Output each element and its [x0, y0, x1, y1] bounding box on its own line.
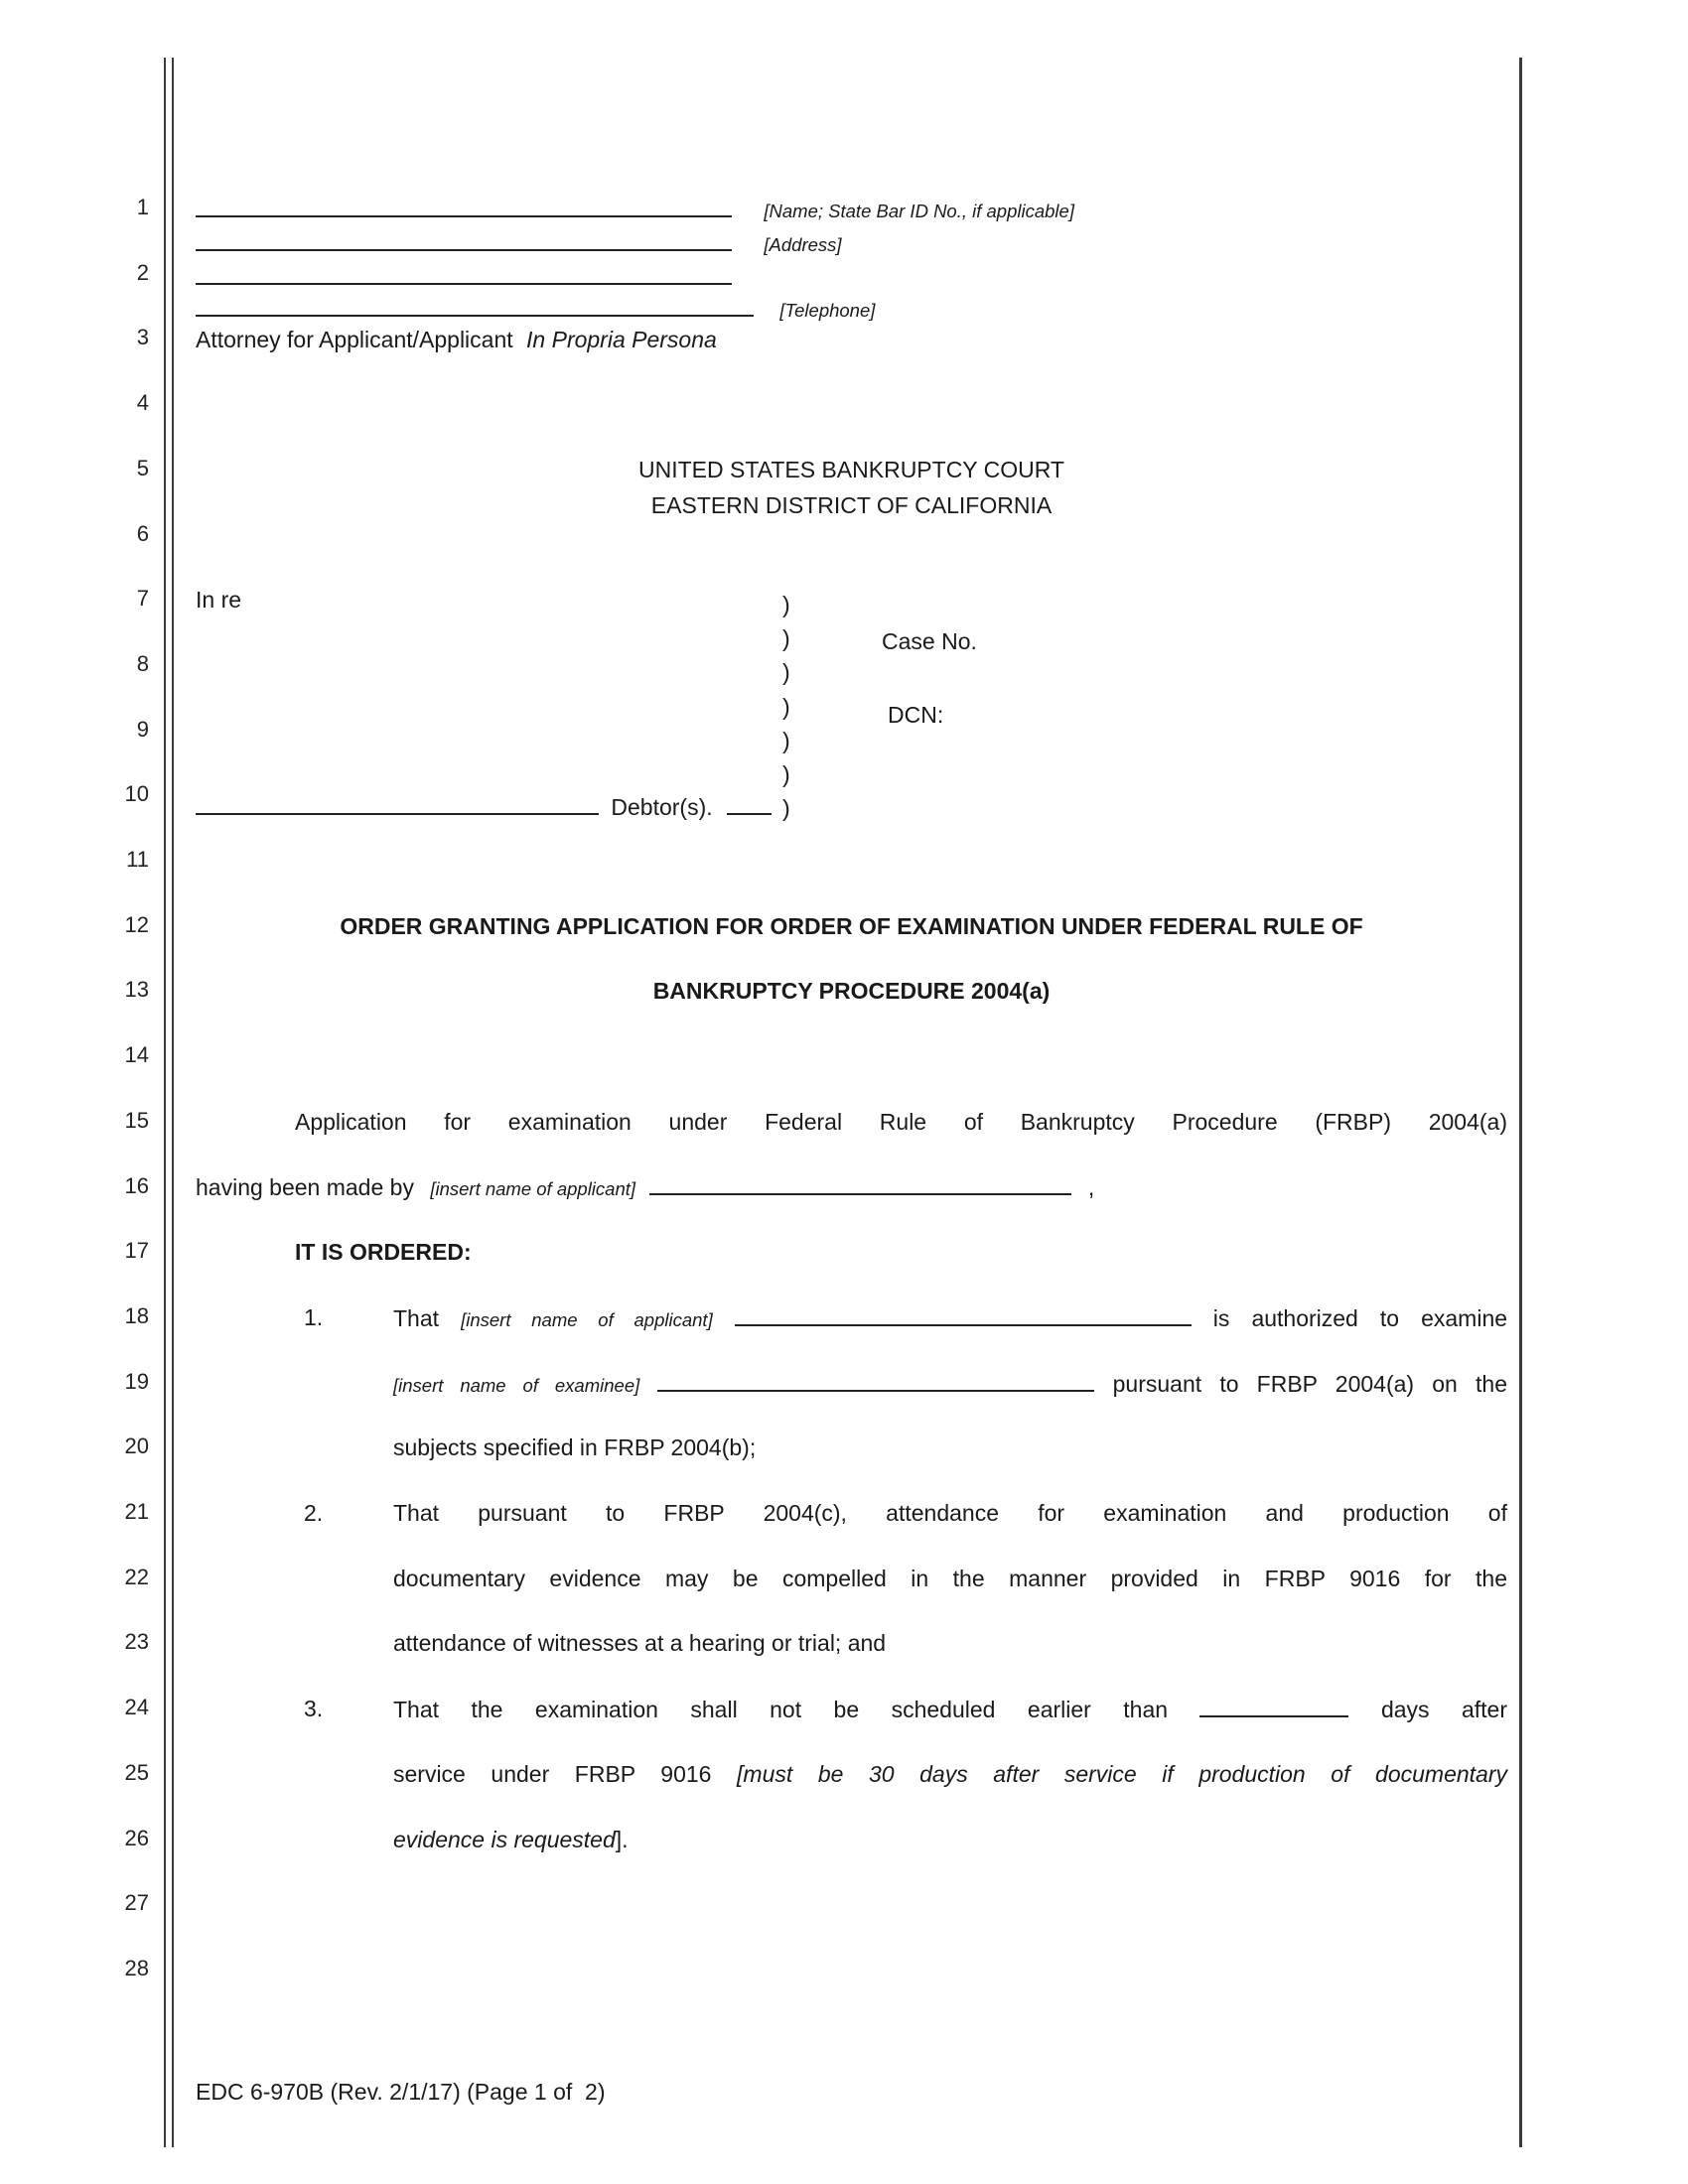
item1-line3: subjects specified in FRBP 2004(b); — [393, 1434, 757, 1460]
attorney-name-row — [196, 195, 1074, 224]
attorney-for-text: Attorney for Applicant/Applicant — [196, 327, 513, 352]
item1-applicant-blank — [735, 1303, 1192, 1326]
para1-line2 — [196, 1172, 1094, 1202]
item3-italic-note-end: evidence is requested — [393, 1827, 616, 1852]
line-number: 1 — [136, 195, 149, 219]
debtor-row — [196, 792, 772, 822]
line-number: 22 — [124, 1564, 149, 1589]
line-number: 23 — [124, 1629, 149, 1655]
line-number: 13 — [124, 977, 149, 1003]
item2-number: 2. — [304, 1500, 324, 1526]
item3-days-after: days after — [1380, 1697, 1507, 1722]
in-propria-persona-text: In Propria Persona — [526, 327, 717, 352]
attorney-address2-blank — [196, 262, 732, 285]
item3-prefix: That the examination shall not be scheduled earlier than — [393, 1697, 1169, 1722]
line-number: 2 — [136, 259, 149, 285]
item2-line2: documentary evidence may be compelled in the manner provided in FRBP 9016 for the — [393, 1566, 1507, 1591]
line-number: 26 — [124, 1825, 149, 1850]
item1-line1 — [393, 1303, 1507, 1333]
item1-examinee-blank — [657, 1369, 1094, 1392]
caption-paren: ) — [782, 761, 790, 787]
right-margin-rule — [1519, 58, 1522, 2147]
item3-days-blank — [1199, 1695, 1348, 1717]
item2-line1: That pursuant to FRBP 2004(c), attendance for examination and production of — [393, 1500, 1507, 1526]
item3-line3 — [393, 1826, 629, 1854]
line-number: 10 — [124, 781, 149, 807]
line-number: 6 — [136, 520, 149, 546]
caption-paren: ) — [782, 795, 790, 822]
applicant-name-blank — [649, 1172, 1071, 1195]
attorney-for-row — [196, 326, 717, 354]
para1-prefix: having been made by — [196, 1174, 414, 1200]
line-number: 27 — [124, 1890, 149, 1916]
debtor-name-blank — [196, 792, 599, 815]
attorney-address2-row — [196, 262, 732, 292]
dcn-label: DCN: — [888, 702, 944, 728]
caption-paren: ) — [782, 625, 790, 652]
debtors-label: Debtor(s). — [611, 794, 713, 820]
it-is-ordered-heading: IT IS ORDERED: — [295, 1239, 472, 1265]
attorney-telephone-blank — [196, 294, 754, 317]
line-number: 16 — [124, 1172, 149, 1198]
item1-applicant-hint: [insert name of applicant] — [461, 1309, 713, 1330]
item1-line2 — [393, 1369, 1507, 1399]
para1-comma: , — [1087, 1174, 1095, 1200]
line-number: 24 — [124, 1695, 149, 1720]
line-number-column — [87, 0, 149, 2184]
caption-paren: ) — [782, 659, 790, 686]
caption-paren: ) — [782, 727, 790, 753]
document-title-line2: BANKRUPTCY PROCEDURE 2004(a) — [652, 978, 1051, 1004]
document-title-line1: ORDER GRANTING APPLICATION FOR ORDER OF EXAMINATION UNDER FEDERAL RULE OF — [340, 913, 1363, 939]
line-number: 15 — [124, 1107, 149, 1133]
left-margin-rule-outer — [164, 58, 166, 2147]
line-number: 18 — [124, 1302, 149, 1328]
item1-that: That — [393, 1305, 440, 1331]
court-name: UNITED STATES BANKRUPTCY COURT — [638, 457, 1064, 482]
line-number: 14 — [124, 1042, 149, 1068]
attorney-name-blank — [196, 195, 732, 217]
case-no-label: Case No. — [882, 628, 977, 654]
item3-closing-bracket: ]. — [615, 1827, 629, 1852]
caption-paren: ) — [782, 592, 790, 617]
in-re-label: In re — [196, 587, 242, 613]
telephone-hint: [Telephone] — [779, 300, 876, 321]
name-hint: [Name; State Bar ID No., if applicable] — [764, 201, 1074, 221]
line-number: 21 — [124, 1499, 149, 1524]
insert-applicant-hint: [insert name of applicant] — [430, 1178, 636, 1199]
para1-line1: Application for examination under Federal Rule of Bankruptcy Procedure (FRBP) 2004(a) — [295, 1109, 1507, 1135]
line-number: 11 — [126, 847, 149, 872]
attorney-telephone-row — [196, 294, 875, 324]
court-district: EASTERN DISTRICT OF CALIFORNIA — [650, 492, 1053, 518]
line-number: 17 — [124, 1238, 149, 1264]
line-number: 9 — [136, 716, 149, 742]
line-number: 4 — [136, 390, 149, 416]
item3-number: 3. — [304, 1696, 324, 1721]
item1-number: 1. — [304, 1304, 324, 1330]
item1-authorized-text: is authorized to examine — [1212, 1305, 1508, 1331]
line-number: 8 — [136, 650, 149, 676]
item1-examinee-hint: [insert name of examinee] — [393, 1375, 640, 1396]
attorney-address-blank — [196, 228, 732, 251]
line-number: 7 — [136, 586, 149, 612]
left-margin-rule-inner — [172, 58, 174, 2147]
item2-line3: attendance of witnesses at a hearing or trial; and — [393, 1630, 887, 1656]
item3-line2 — [393, 1760, 1507, 1789]
line-number: 12 — [124, 911, 149, 937]
attorney-address-row — [196, 228, 842, 258]
caption-paren: ) — [782, 693, 790, 720]
line-number: 19 — [124, 1368, 149, 1394]
line-number: 20 — [124, 1433, 149, 1459]
line-number: 3 — [136, 325, 149, 350]
address-hint: [Address] — [764, 234, 842, 255]
item1-pursuant-text: pursuant to FRBP 2004(a) on the — [1112, 1371, 1507, 1397]
line-number: 5 — [136, 455, 149, 480]
item3-line1 — [393, 1695, 1507, 1724]
item3-italic-note: [must be 30 days after service if production of documentary — [737, 1761, 1507, 1787]
debtor-trailing-blank — [727, 792, 772, 815]
line-number: 25 — [124, 1759, 149, 1785]
item3-service-text: service under FRBP 9016 — [393, 1761, 712, 1787]
line-number: 28 — [124, 1955, 149, 1980]
form-number-footer: EDC 6-970B (Rev. 2/1/17) (Page 1 of 2) — [196, 2079, 606, 2105]
